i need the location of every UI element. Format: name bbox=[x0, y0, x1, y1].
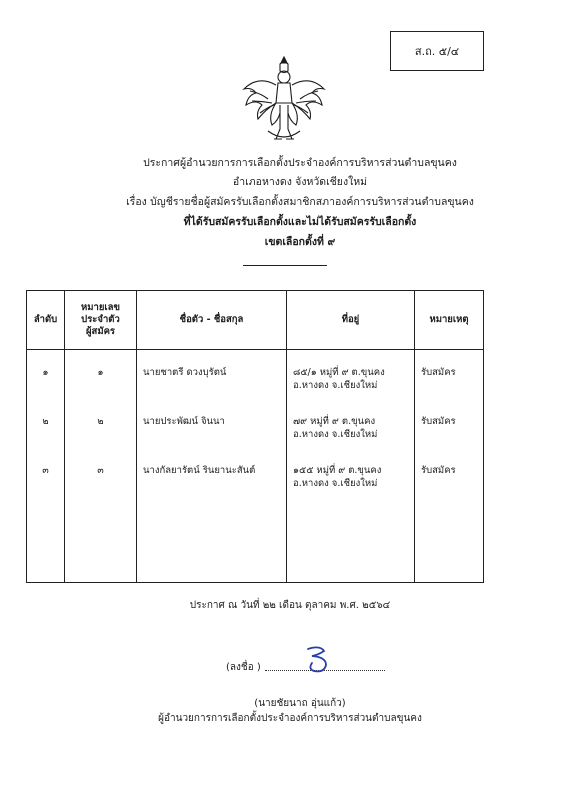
table-row bbox=[27, 399, 484, 448]
header-remark: หมายเหตุ bbox=[415, 291, 484, 350]
header-candidate-number bbox=[65, 291, 137, 350]
heading-line-3: เรื่อง บัญชีรายชื่อผู้สมัครรับเลือกตั้งสมาชิกสภาองค์การบริหารส่วนตำบลขุนคง bbox=[126, 196, 474, 208]
cell-order: ๒ bbox=[27, 399, 65, 448]
table-row bbox=[27, 350, 484, 400]
cell-name: นายชาตรี ดวงบุรัตน์ bbox=[137, 350, 287, 400]
cell-address bbox=[287, 350, 415, 400]
address-line-1: ๗๙ หมู่ที่ ๙ ต.ขุนคง bbox=[293, 416, 376, 428]
header-order: ลำดับ bbox=[27, 291, 65, 350]
cell-number: ๓ bbox=[65, 448, 137, 582]
heading-line-1: ประกาศผู้อำนวยการการเลือกตั้งประจำองค์การบริหารส่วนตำบลขุนคง bbox=[143, 157, 457, 169]
heading-line-2: อำเภอหางดง จังหวัดเชียงใหม่ bbox=[232, 176, 368, 188]
cell-address bbox=[287, 448, 415, 582]
cell-order: ๓ bbox=[27, 448, 65, 582]
cell-number: ๒ bbox=[65, 399, 137, 448]
candidate-table bbox=[26, 290, 484, 583]
proclamation-date: ประกาศ ณ วันที่ ๒๒ เดือน ตุลาคม พ.ศ. ๒๕๖๔ bbox=[189, 600, 391, 611]
cell-remark: รับสมัคร bbox=[415, 448, 484, 582]
cell-name: นางกัลยารัตน์ รินยานะสันต์ bbox=[137, 448, 287, 582]
cell-remark: รับสมัคร bbox=[415, 350, 484, 400]
header-number-line-2: ประจำตัว bbox=[81, 314, 120, 326]
address-line-2: อ.หางดง จ.เชียงใหม่ bbox=[293, 478, 378, 490]
cell-address bbox=[287, 399, 415, 448]
table-header-row bbox=[27, 291, 484, 350]
signatory-name: (นายชัยนาถ อุ่นแก้ว) bbox=[254, 698, 346, 709]
cell-number: ๑ bbox=[65, 350, 137, 400]
signatory-position: ผู้อำนวยการการเลือกตั้งประจำองค์การบริหารส่วนตำบลขุนคง bbox=[158, 713, 422, 724]
heading-line-5: เขตเลือกตั้งที่ ๙ bbox=[264, 236, 336, 248]
form-code-box: ส.ถ. ๕/๔ bbox=[390, 31, 484, 71]
cell-remark: รับสมัคร bbox=[415, 399, 484, 448]
heading-line-4: ที่ได้รับสมัครรับเลือกตั้งและไม่ได้รับสมัครรับเลือกตั้ง bbox=[183, 216, 417, 228]
garuda-emblem-icon bbox=[238, 55, 330, 145]
header-number-line-3: ผู้สมัคร bbox=[85, 326, 116, 338]
heading-divider bbox=[243, 265, 327, 266]
signature-label: (ลงชื่อ ) bbox=[226, 662, 261, 673]
header-name: ชื่อตัว - ชื่อสกุล bbox=[137, 291, 287, 350]
header-number-line-1: หมายเลข bbox=[81, 302, 120, 314]
cell-order: ๑ bbox=[27, 350, 65, 400]
header-address: ที่อยู่ bbox=[287, 291, 415, 350]
address-line-2: อ.หางดง จ.เชียงใหม่ bbox=[293, 429, 378, 441]
handwritten-signature bbox=[300, 643, 334, 677]
cell-name: นายประพัฒน์ จินนา bbox=[137, 399, 287, 448]
address-line-2: อ.หางดง จ.เชียงใหม่ bbox=[293, 380, 378, 392]
address-line-1: ๘๕/๑ หมู่ที่ ๙ ต.ขุนคง bbox=[293, 367, 385, 379]
address-line-1: ๑๕๕ หมู่ที่ ๙ ต.ขุนคง bbox=[293, 465, 382, 477]
table-row bbox=[27, 448, 484, 582]
